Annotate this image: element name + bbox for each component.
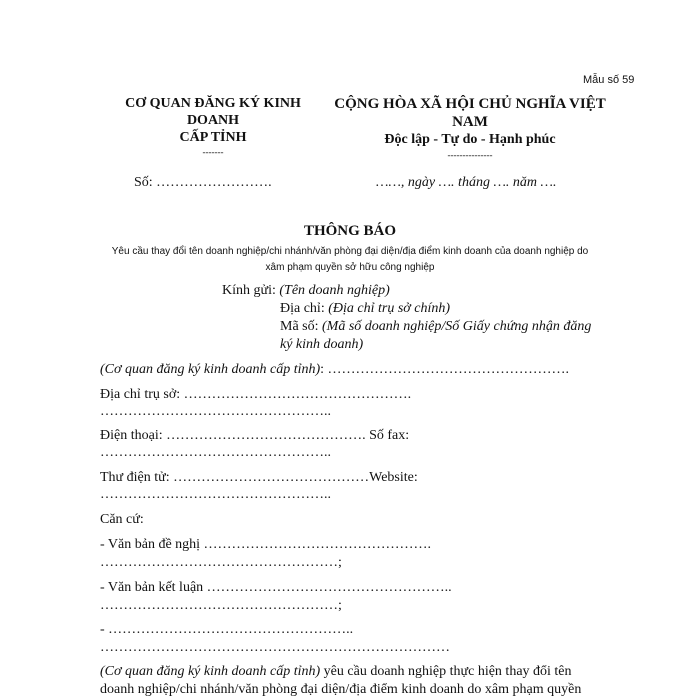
recipient-code-value: (Mã số doanh nghiệp/Số Giấy chứng nhận đăng <box>322 319 592 334</box>
agency-title-line1: CƠ QUAN ĐĂNG KÝ KINH <box>125 96 301 111</box>
left-header <box>98 95 328 158</box>
phone-line1: Điện thoại: ……………………………………. Số fax: <box>100 428 410 443</box>
national-title-line1: CỘNG HÒA XÃ HỘI CHỦ NGHĨA VIỆT <box>334 96 606 112</box>
email-line2: ………………………………………….. <box>100 487 331 502</box>
form-number: Mẫu số 59 <box>583 74 635 86</box>
recipient-address-label: Địa chỉ: <box>280 301 329 316</box>
left-rule: ------- <box>202 147 224 157</box>
recipient-address-value: (Địa chỉ trụ sở chính) <box>328 301 451 316</box>
other-line1: - …………………………………………….. <box>100 622 354 637</box>
recipient-address-line <box>280 301 450 317</box>
right-rule: --------------- <box>447 150 493 160</box>
other-line2: ………………………………………………………………… <box>100 640 450 655</box>
agency-title-line2: DOANH <box>186 113 240 128</box>
final-agency-label: (Cơ quan đăng ký kinh doanh cấp tỉnh) <box>100 664 321 679</box>
agency-label: (Cơ quan đăng ký kinh doanh cấp tỉnh) <box>100 362 321 377</box>
final-paragraph-line2: doanh nghiệp/chi nhánh/văn phòng đại diện/địa điểm kinh doanh do xâm phạm quyền <box>100 682 582 697</box>
proposal-line1: - Văn bản đề nghị …………………………………………. <box>100 537 432 552</box>
national-title-line2: NAM <box>452 114 488 130</box>
agency-title-line3: CẤP TỈNH <box>179 130 247 145</box>
recipient-code-label: Mã số: <box>280 319 322 334</box>
proposal-line2: ……………………………………………; <box>100 555 342 570</box>
office-address-line2: ………………………………………….. <box>100 404 331 419</box>
recipient-label: Kính gửi: <box>222 283 280 298</box>
final-paragraph-line1 <box>100 664 572 680</box>
conclusion-line1: - Văn bản kết luận …………………………………………….. <box>100 580 452 595</box>
agency-dots: : ……………………………………………. <box>320 362 570 377</box>
recipient-code-line <box>280 319 591 335</box>
recipient-line <box>222 283 390 299</box>
document-number: Số: ……………………. <box>134 175 272 190</box>
office-address-line1: Địa chỉ trụ sở: …………………………………………. <box>100 387 412 402</box>
notice-subtitle-line2: xâm phạm quyền sở hữu công nghiệp <box>265 262 435 273</box>
final-text: yêu cầu doanh nghiệp thực hiện thay đổi tên <box>320 664 572 679</box>
conclusion-line2: ……………………………………………; <box>100 598 342 613</box>
national-motto: Độc lập - Tự do - Hạnh phúc <box>384 132 556 147</box>
basis-heading: Căn cứ: <box>100 512 144 527</box>
phone-line2: ………………………………………….. <box>100 445 331 460</box>
email-line1: Thư điện tử: ……………………………………Website: <box>100 470 418 485</box>
right-header <box>325 95 615 161</box>
recipient-value: (Tên doanh nghiệp) <box>279 283 390 298</box>
notice-subtitle-line1: Yêu cầu thay đổi tên doanh nghiệp/chi nhánh/văn phòng đại diện/địa điểm kinh doanh của doanh nghiệp do <box>111 246 589 257</box>
recipient-code-line2: ký kinh doanh) <box>280 337 364 352</box>
agency-line <box>100 362 569 378</box>
notice-title: THÔNG BÁO <box>303 223 397 239</box>
date-line: ……, ngày …. tháng …. năm …. <box>376 175 557 190</box>
